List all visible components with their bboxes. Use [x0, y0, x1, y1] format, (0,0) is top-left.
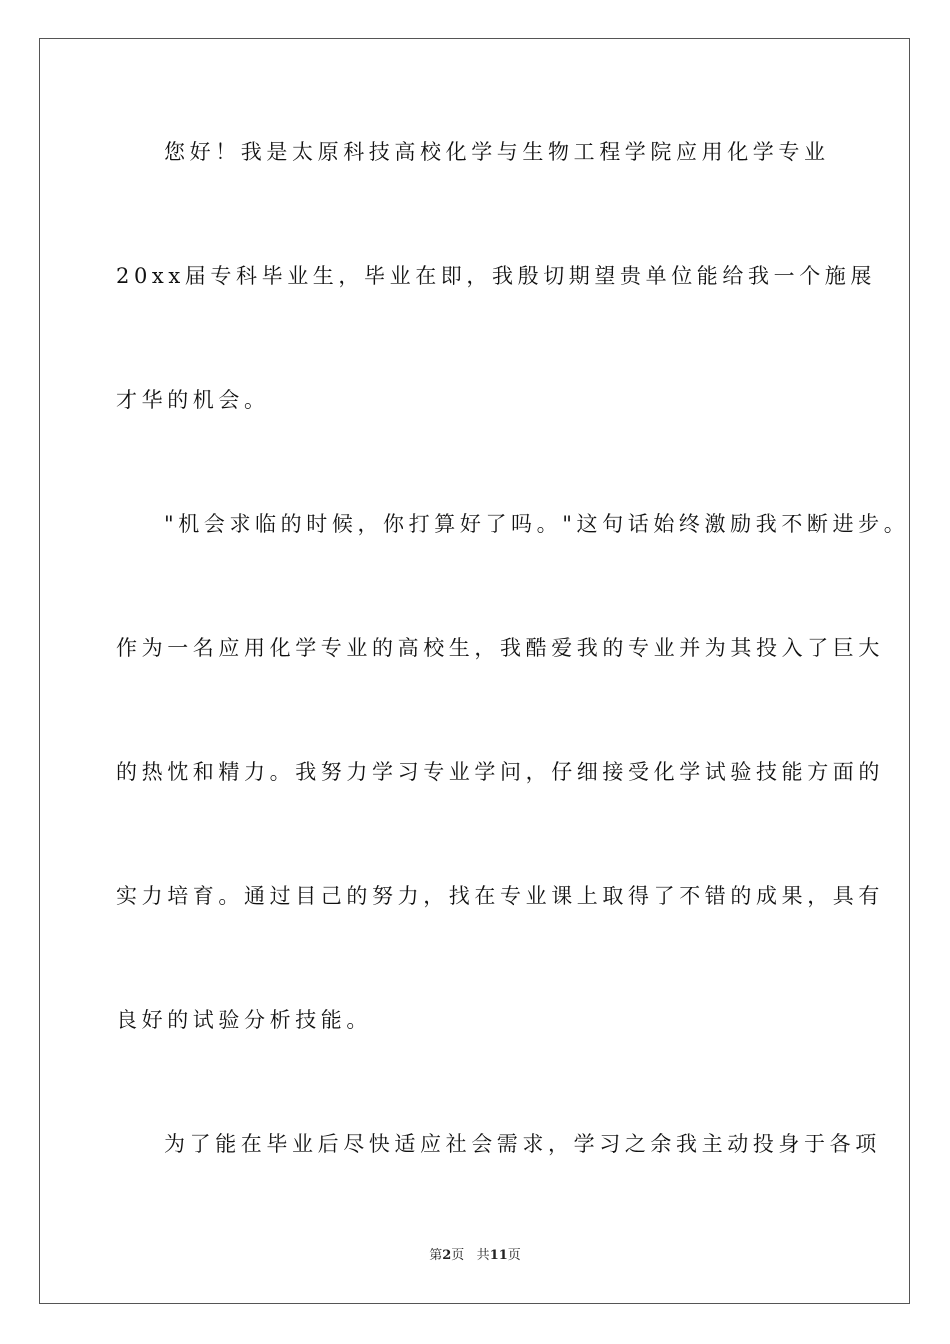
text-line-4: "机会求临的时候，你打算好了吗。"这句话始终激励我不断进步。: [164, 512, 910, 536]
text-line-3: 才华的机会。: [116, 388, 270, 412]
text-line-2: 20xx届专科毕业生，毕业在即，我殷切期望贵单位能给我一个施展: [116, 264, 877, 288]
text-line-1: 您好！我是太原科技高校化学与生物工程学院应用化学专业: [164, 140, 830, 164]
page-current: 2: [442, 1248, 452, 1263]
page-total: 11: [489, 1248, 508, 1263]
page-suffix: 页: [451, 1248, 465, 1263]
total-suffix: 页: [507, 1248, 521, 1263]
page-footer: [0, 1247, 950, 1265]
text-line-6: 的热忱和精力。我努力学习专业学问，仔细接受化学试验技能方面的: [116, 760, 884, 784]
text-line-8: 良好的试验分析技能。: [116, 1008, 372, 1032]
text-line-7: 实力培育。通过目己的努力，找在专业课上取得了不错的成果，具有: [116, 884, 884, 908]
total-prefix: 共: [476, 1248, 490, 1263]
text-line-9: 为了能在毕业后尽快适应社会需求，学习之余我主动投身于各项: [164, 1132, 881, 1156]
page-border: [39, 38, 910, 1304]
page-prefix: 第: [429, 1248, 443, 1263]
text-line-5: 作为一名应用化学专业的高校生，我酷爱我的专业并为其投入了巨大: [116, 636, 884, 660]
